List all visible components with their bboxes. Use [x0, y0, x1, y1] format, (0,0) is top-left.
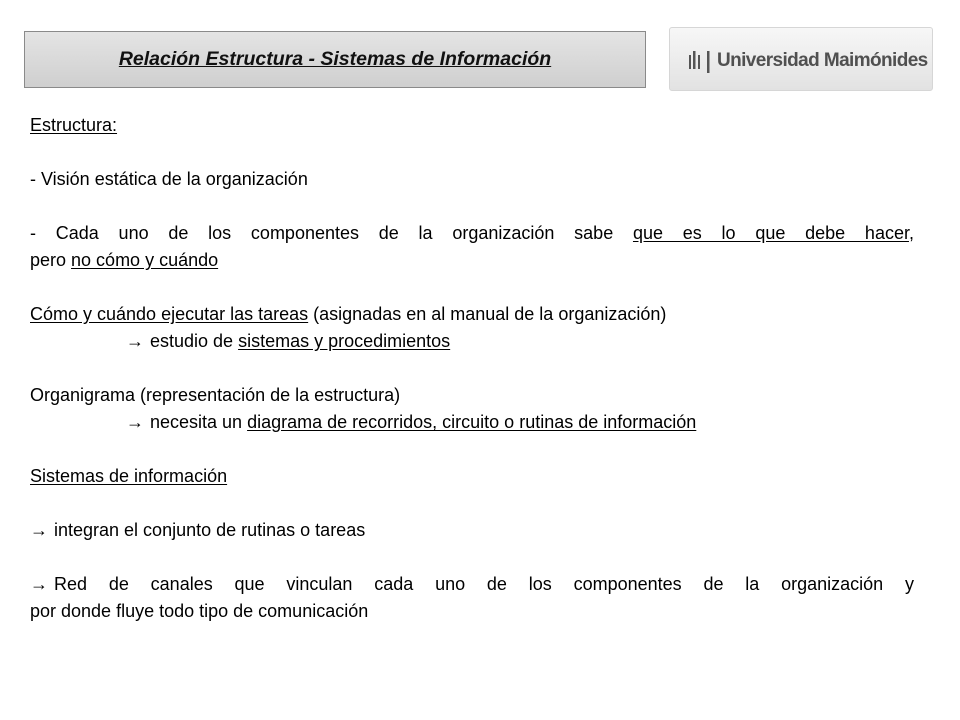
estructura-heading: Estructura: — [30, 115, 118, 135]
slide-title: Relación Estructura - Sistemas de Información — [118, 48, 552, 70]
bullet-componentes: - Cada uno de los componentes de la organización sabe que es lo que debe hacer, — [30, 223, 914, 243]
red-canales-cont: por donde fluye todo tipo de comunicación — [30, 601, 369, 621]
logo-text: Universidad Maimónides — [717, 50, 928, 71]
organigrama-line: Organigrama (representación de la estructura) — [30, 385, 401, 405]
arrow-right-icon: → — [126, 331, 144, 351]
arrow-right-icon: → — [30, 520, 48, 540]
arrow-estudio-line: → estudio de sistemas y procedimientos — [30, 328, 914, 355]
arrow-red-canales-line: → Red de canales que vinculan cada uno de los componentes de la organización y — [30, 571, 914, 598]
arrow-necesita-line: → necesita un diagrama de recorridos, circuito o rutinas de información — [30, 409, 914, 436]
arrow-right-icon: → — [126, 412, 144, 432]
slide-body — [30, 112, 914, 625]
sistemas-heading: Sistemas de información — [30, 466, 228, 486]
como-cuando-line: Cómo y cuándo ejecutar las tareas (asignadas en al manual de la organización) — [30, 304, 667, 324]
arrow-right-icon: → — [30, 574, 48, 594]
arrow-integran-line: → integran el conjunto de rutinas o tareas — [30, 517, 914, 544]
logo-bars-icon — [688, 49, 712, 75]
title-banner — [24, 31, 646, 88]
bullet-componentes-cont: pero no cómo y cuándo — [30, 250, 219, 270]
bullet-vision-estatica: - Visión estática de la organización — [30, 169, 308, 189]
university-logo — [669, 27, 933, 91]
